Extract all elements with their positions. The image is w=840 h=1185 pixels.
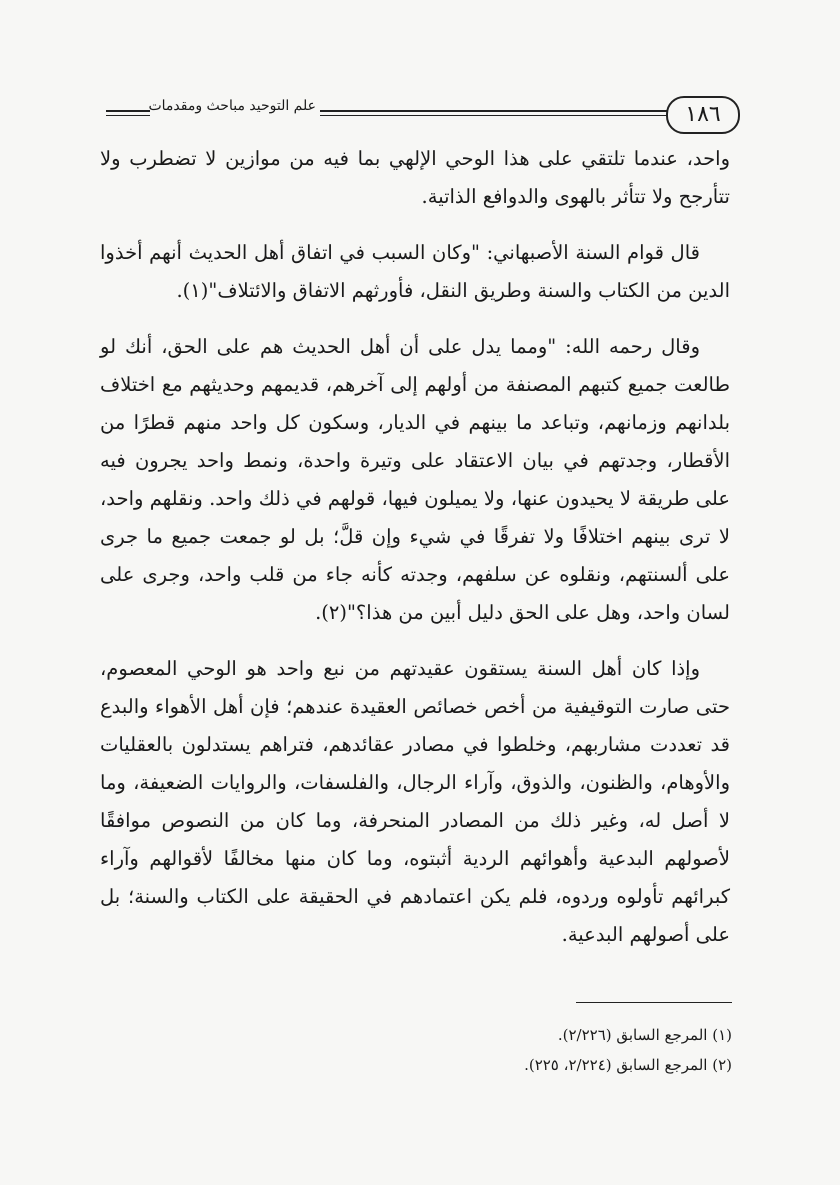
footnote-2: (٢) المرجع السابق (٢/٢٢٤، ٢٢٥). [524,1056,732,1074]
footnote-1: (١) المرجع السابق (٢/٢٢٦). [557,1026,732,1044]
footnotes [132,1020,732,1080]
paragraph-4: وإذا كان أهل السنة يستقون عقيدتهم من نبع واحد هو الوحي المعصوم، حتى صارت التوقيفية من أخص خصائص العقيدة عندهم؛ فإن أهل الأهواء والبدع قد تعددت مشاربهم، وخلطوا في مصادر عقائدهم، فتراهم يستدلون بالعقليات والأوهام، والظنون، والذوق، وآراء الرجال، والفلسفات، والروايات الضعيفة، وما لا أصل له، وغير ذلك من المصادر المنحرفة، وما كان من النصوص موافقًا لأصولهم البدعية وأهوائهم الردية أثبتوه، وما كان منها مخالفًا لأقوالهم وآراء كبرائهم تأولوه وردوه، فلم يكن اعتمادهم في الحقيقة على الكتاب والسنة؛ بل على أصولهم البدعية. [100,657,731,946]
book-title: علم التوحيد مباحث ومقدمات [148,98,316,114]
header-rule-short [106,110,150,116]
paragraph-1: واحد، عندما تلتقي على هذا الوحي الإلهي بما فيه من موازين لا تضطرب ولا تتأرجح ولا تتأثر بالهوى والدوافع الذاتية. [100,147,730,208]
page-number: ١٨٦ [666,96,740,134]
footnote-separator [576,1002,732,1003]
main-text [100,140,730,972]
page-header [100,96,740,136]
paragraph-3: وقال رحمه الله: "ومما يدل على أن أهل الحديث هم على الحق، أنك لو طالعت جميع كتبهم المصنفة من أولهم إلى آخرهم، قديمهم وحديثهم مع اختلاف بلدانهم وزمانهم، وتباعد ما بينهم في الديار، وسكون كل واحد منهم قطرًا من الأقطار، وجدتهم في بيان الاعتقاد على وتيرة واحدة، ونمط واحد يجرون فيه على طريقة لا يحيدون عنها، ولا يميلون فيها، قولهم في ذلك واحد. ونقلهم واحد، لا ترى بينهم اختلافًا ولا تفرقًا في شيء وإن قلَّ؛ بل لو جمعت جميع ما جرى على ألسنتهم، ونقلوه عن سلفهم، وجدته كأنه جاء من قلب واحد، وجرى على لسان واحد، وهل على الحق دليل أبين من هذا؟"(٢). [100,335,730,624]
paragraph-2: قال قوام السنة الأصبهاني: "وكان السبب في اتفاق أهل الحديث أنهم أخذوا الدين من الكتاب والسنة وطريق النقل، فأورثهم الاتفاق والائتلاف"(١). [100,241,730,302]
header-rule-long [320,110,668,116]
